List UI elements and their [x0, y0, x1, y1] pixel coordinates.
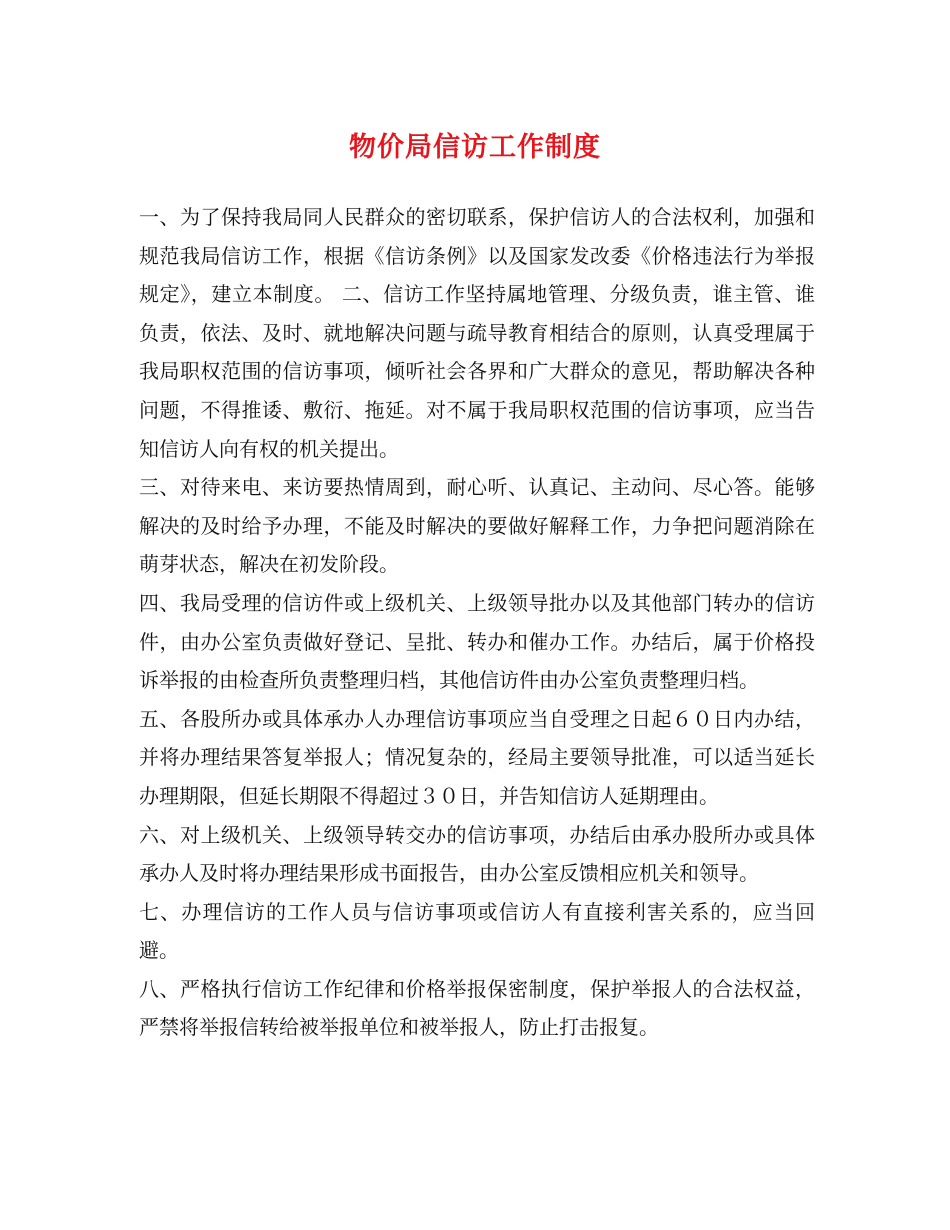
paragraph-5: 六、对上级机关、上级领导转交办的信访事项，办结后由承办股所办或具体承办人及时将办理结果形成书面报告，由办公室反馈相应机关和领导。: [139, 822, 815, 886]
paragraph-1: 一、为了保持我局同人民群众的密切联系，保护信访人的合法权利，加强和规范我局信访工作，根据《信访条例》以及国家发改委《价格违法行为举报规定》，建立本制度。 二、信访工作坚持属地管理、分级负责，谁主管、谁负责，依法、及时、就地解决问题与疏导教育相结合的原则，认真受理属于我局职权范围的信访事项，倾听社会各界和广大群众的意见，帮助解决各种问题，不得推诿、敷衍、拖延。对不属于我局职权范围的信访事项，应当告知信访人向有权的机关提出。: [139, 205, 815, 461]
paragraph-4: 五、各股所办或具体承办人办理信访事项应当自受理之日起６０日内办结，并将办理结果答复举报人；情况复杂的，经局主要领导批准，可以适当延长办理期限，但延长期限不得超过３０日，并告知信访人延期理由。: [139, 706, 815, 808]
paragraph-3: 四、我局受理的信访件或上级机关、上级领导批办以及其他部门转办的信访件，由办公室负责做好登记、呈批、转办和催办工作。办结后，属于价格投诉举报的由检查所负责整理归档，其他信访件由办公室负责整理归档。: [139, 590, 815, 693]
paragraph-2: 三、对待来电、来访要热情周到，耐心听、认真记、主动问、尽心答。能够解决的及时给予办理，不能及时解决的要做好解释工作，力争把问题消除在萌芽状态，解决在初发阶段。: [139, 475, 815, 577]
document-title: 物价局信访工作制度: [349, 132, 601, 163]
document-body: [139, 198, 815, 1047]
paragraph-6: 七、办理信访的工作人员与信访事项或信访人有直接利害关系的，应当回避。: [139, 899, 815, 963]
paragraph-7: 八、严格执行信访工作纪律和价格举报保密制度，保护举报人的合法权益，严禁将举报信转给被举报单位和被举报人，防止打击报复。: [139, 976, 815, 1040]
